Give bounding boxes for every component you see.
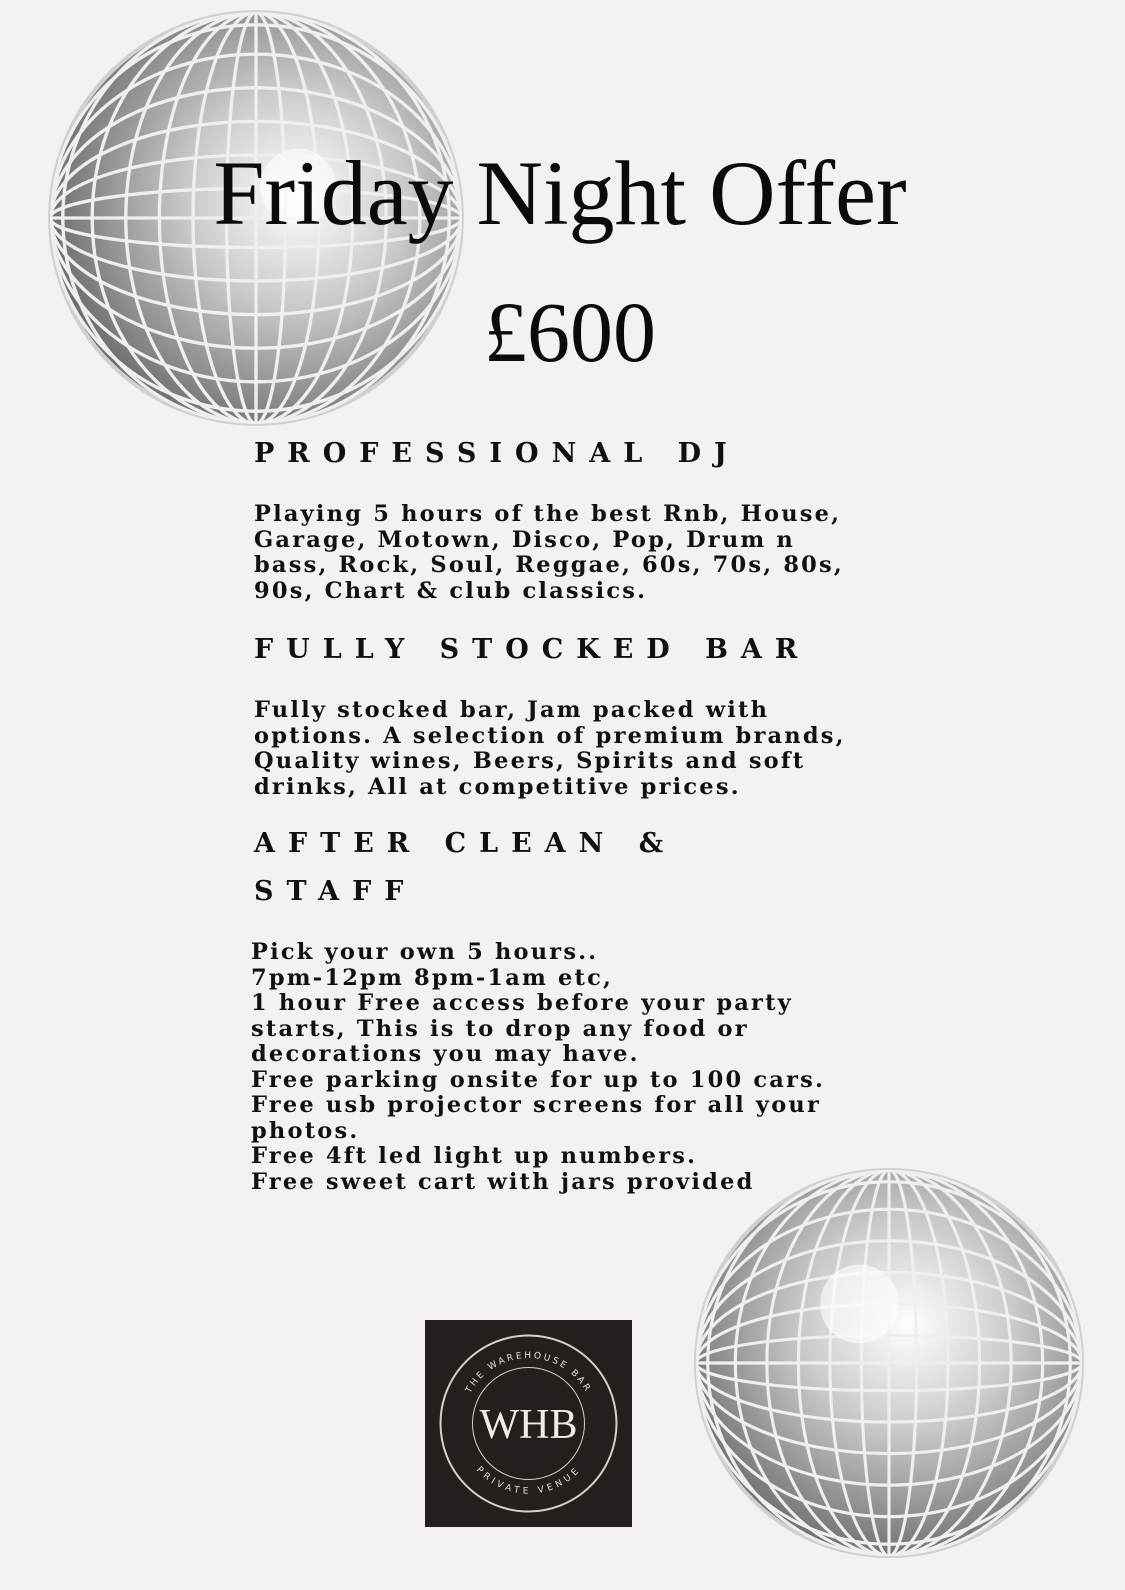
logo-initials: WHB	[479, 1402, 578, 1448]
section-text-clean-staff: Pick your own 5 hours.. 7pm-12pm 8pm-1am etc, 1 hour Free access before your party starts, This is to drop any food or decorations you may have. Free parking onsite for up to 100 cars. Free usb projector screens for all your photos. Free 4ft led light up numbers. Free sweet cart with jars provided	[251, 939, 826, 1195]
logo-ring-bottom: PRIVATE VENUE	[473, 1465, 584, 1497]
venue-logo	[425, 1320, 632, 1527]
logo-ring-top: THE WAREHOUSE BAR	[464, 1350, 593, 1396]
svg-text:THE WAREHOUSE BAR	[464, 1351, 593, 1396]
disco-ball-icon	[692, 1166, 1086, 1560]
section-text-dj: Playing 5 hours of the best Rnb, House, Garage, Motown, Disco, Pop, Drum n bass, Rock, Soul, Reggae, 60s, 70s, 80s, 90s, Chart & club classics.	[254, 501, 844, 604]
section-heading-dj: PROFESSIONAL DJ	[254, 438, 740, 469]
price: £600	[484, 284, 656, 380]
svg-text:PRIVATE VENUE	[474, 1465, 583, 1497]
section-heading-bar: FULLY STOCKED BAR	[254, 634, 811, 665]
page-title: Friday Night Offer	[213, 142, 907, 244]
section-text-bar: Fully stocked bar, Jam packed with options. A selection of premium brands, Quality wines, Beers, Spirits and soft drinks, All at competitive prices.	[254, 697, 846, 800]
section-heading-clean-staff: AFTER CLEAN & STAFF	[254, 828, 677, 907]
